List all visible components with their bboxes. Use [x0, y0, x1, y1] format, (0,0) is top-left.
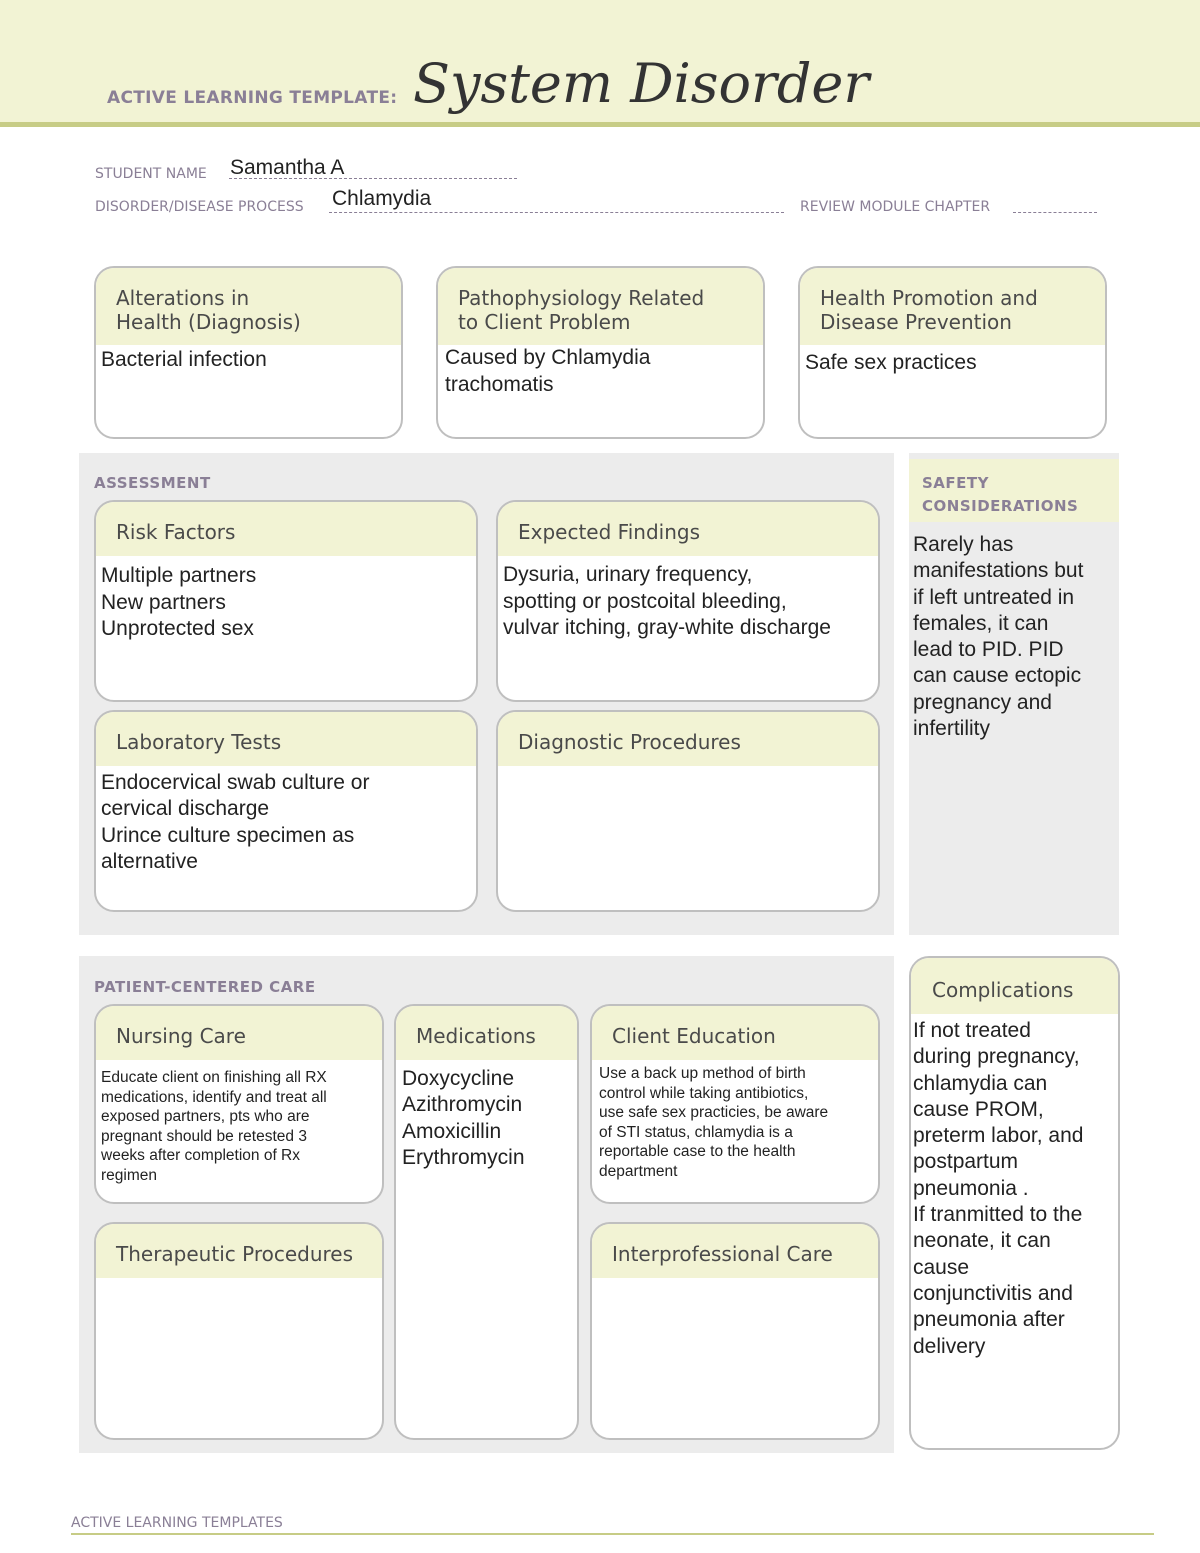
- template-title: System Disorder: [413, 52, 870, 115]
- client-education-box[interactable]: [590, 1004, 880, 1204]
- risk-factors-box[interactable]: [94, 500, 478, 702]
- nursing-care-box[interactable]: [94, 1004, 384, 1204]
- disorder-line: [329, 212, 784, 213]
- disorder-field[interactable]: Chlamydia: [332, 187, 432, 210]
- pathophysiology-title: Pathophysiology Related to Client Problem: [438, 268, 763, 345]
- laboratory-tests-text: Endocervical swab culture or cervical discharge Urince culture specimen as alternative: [101, 771, 370, 873]
- diagnostic-procedures-title: Diagnostic Procedures: [498, 712, 878, 766]
- health-promotion-title: Health Promotion and Disease Prevention: [800, 268, 1105, 345]
- footer-label: ACTIVE LEARNING TEMPLATES: [71, 1515, 283, 1531]
- alterations-text: Bacterial infection: [101, 348, 267, 371]
- review-chapter-field[interactable]: [1013, 212, 1097, 213]
- safety-text[interactable]: Rarely has manifestations but if left untreated in females, it can lead to PID. PID can cause ectopic pregnancy and infertility: [913, 533, 1084, 741]
- student-name-label: STUDENT NAME: [95, 166, 207, 182]
- header-rule: [0, 122, 1200, 127]
- pathophysiology-box[interactable]: [436, 266, 765, 439]
- health-promotion-text: Safe sex practices: [805, 351, 977, 374]
- health-promotion-box[interactable]: [798, 266, 1107, 439]
- risk-factors-text: Multiple partners New partners Unprotected sex: [101, 564, 257, 640]
- medications-title: Medications: [396, 1006, 577, 1060]
- pathophysiology-text: Caused by Chlamydia trachomatis: [445, 346, 651, 396]
- alterations-box[interactable]: [94, 266, 403, 439]
- complications-box[interactable]: [909, 956, 1120, 1450]
- complications-text: If not treated during pregnancy, chlamydia can cause PROM, preterm labor, and postpartum pneumonia . If tranmitted to the neonate, it can cause conjunctivitis and pneumonia after delivery: [913, 1019, 1084, 1358]
- client-education-text: Use a back up method of birth control while taking antibiotics, use safe sex practicies, be aware of STI status, chlamydia is a reportable case to the health department: [599, 1065, 829, 1180]
- safety-title: SAFETY CONSIDERATIONS: [922, 474, 1079, 515]
- disorder-label: DISORDER/DISEASE PROCESS: [95, 199, 304, 215]
- expected-findings-title: Expected Findings: [498, 502, 878, 556]
- nursing-care-text: Educate client on finishing all RX medications, identify and treat all exposed partners, pts who are pregnant should be retested 3 weeks after completion of Rx regimen: [101, 1069, 327, 1184]
- template-label: ACTIVE LEARNING TEMPLATE:: [107, 88, 398, 108]
- student-name-field[interactable]: Samantha A: [230, 156, 345, 179]
- laboratory-tests-title: Laboratory Tests: [96, 712, 476, 766]
- laboratory-tests-box[interactable]: [94, 710, 478, 912]
- footer-rule: [71, 1533, 1154, 1535]
- medications-text: Doxycycline Azithromycin Amoxicillin Erythromycin: [402, 1067, 525, 1169]
- complications-title: Complications: [911, 958, 1118, 1014]
- therapeutic-procedures-title: Therapeutic Procedures: [96, 1224, 382, 1278]
- interprofessional-care-box[interactable]: [590, 1222, 880, 1440]
- interprofessional-care-title: Interprofessional Care: [592, 1224, 878, 1278]
- alterations-title: Alterations in Health (Diagnosis): [96, 268, 401, 345]
- nursing-care-title: Nursing Care: [96, 1006, 382, 1060]
- expected-findings-box[interactable]: [496, 500, 880, 702]
- assessment-title: ASSESSMENT: [94, 474, 211, 492]
- client-education-title: Client Education: [592, 1006, 878, 1060]
- therapeutic-procedures-box[interactable]: [94, 1222, 384, 1440]
- patient-care-title: PATIENT-CENTERED CARE: [94, 978, 316, 996]
- expected-findings-text: Dysuria, urinary frequency, spotting or postcoital bleeding, vulvar itching, gray-white discharge: [503, 563, 831, 639]
- review-chapter-label: REVIEW MODULE CHAPTER: [800, 199, 991, 215]
- risk-factors-title: Risk Factors: [96, 502, 476, 556]
- medications-box[interactable]: [394, 1004, 579, 1440]
- diagnostic-procedures-box[interactable]: [496, 710, 880, 912]
